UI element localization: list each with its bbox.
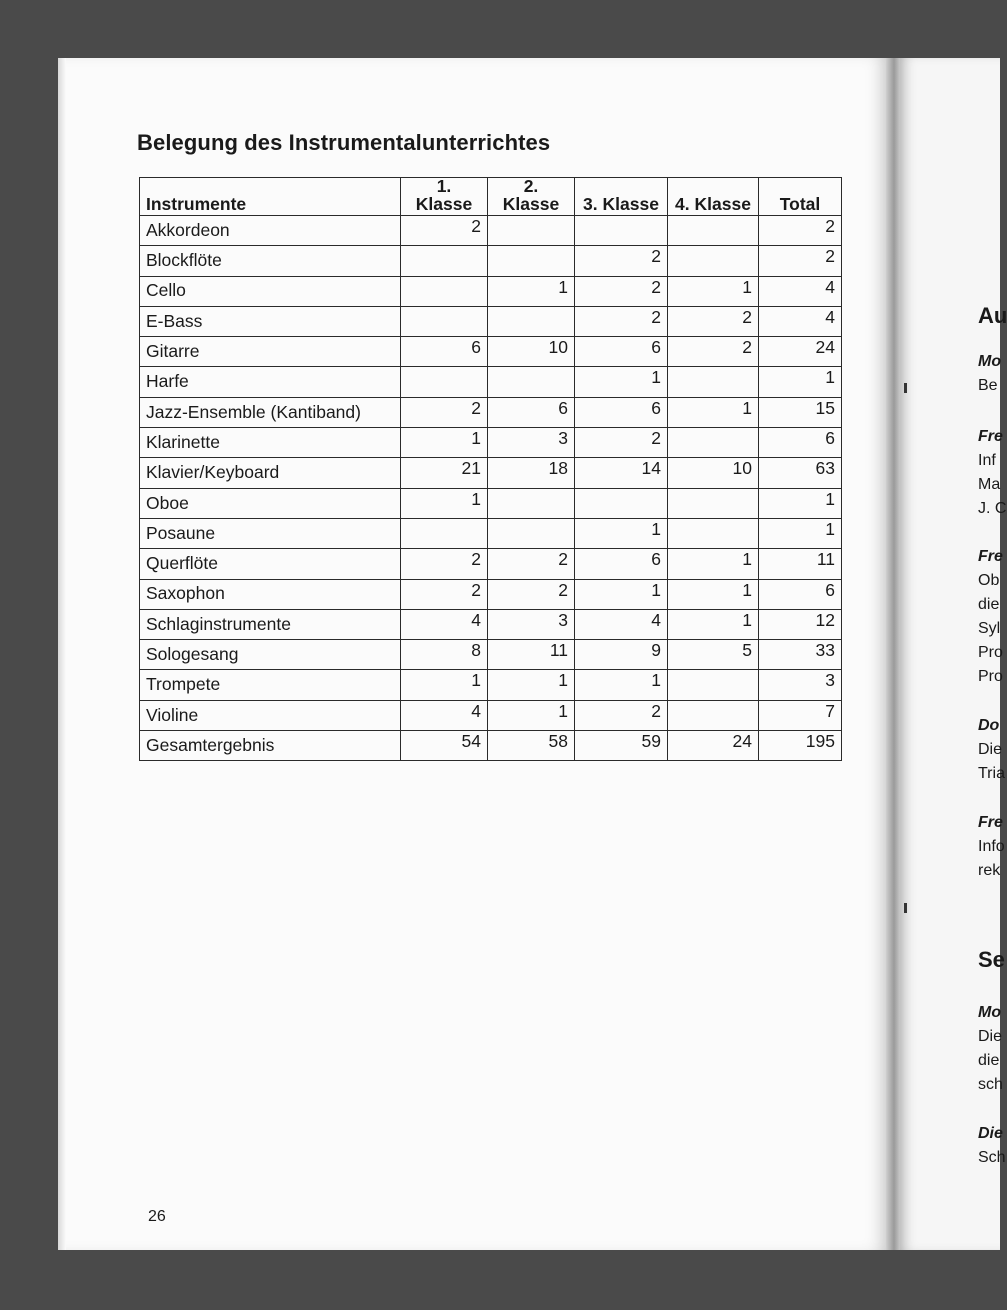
total-row [140,731,842,761]
instrument-name-cell: Trompete [140,670,401,700]
count-cell: 4 [401,700,488,730]
count-cell: 8 [401,640,488,670]
count-cell: 2 [401,216,488,246]
count-cell: 1 [575,670,668,700]
header-klasse-1: 1. Klasse [401,178,488,216]
table-row [140,367,842,397]
count-cell: 6 [401,337,488,367]
count-cell: 6 [575,397,668,427]
header-klasse-4: 4. Klasse [668,178,759,216]
count-cell [401,306,488,336]
right-page-fragment: Mo [978,353,1002,370]
header-klasse-2: 2. Klasse [488,178,575,216]
count-cell: 6 [488,397,575,427]
count-cell: 195 [759,731,842,761]
count-cell [668,700,759,730]
count-cell: 2 [488,579,575,609]
count-cell: 11 [488,640,575,670]
instrument-name-cell: Harfe [140,367,401,397]
page-number: 26 [148,1208,166,1225]
right-page-fragment: die [978,1052,1000,1069]
table-row [140,670,842,700]
count-cell: 1 [759,518,842,548]
count-cell: 4 [401,609,488,639]
right-page-fragment: Inf [978,452,996,469]
count-cell: 2 [401,397,488,427]
count-cell: 1 [668,579,759,609]
right-page-fragment: Do [978,717,1000,734]
count-cell [488,367,575,397]
right-page-fragment: die [978,596,1000,613]
count-cell: 2 [488,549,575,579]
instrument-name-cell: E-Bass [140,306,401,336]
table-row [140,216,842,246]
right-page-fragment: Ob [978,572,1000,589]
instrument-name-cell: Sologesang [140,640,401,670]
count-cell: 5 [668,640,759,670]
table-row [140,488,842,518]
table-body [140,216,842,761]
count-cell [488,488,575,518]
table-row [140,549,842,579]
count-cell: 1 [575,518,668,548]
right-page-fragment: Mo [978,1004,1002,1021]
instrument-name-cell: Saxophon [140,579,401,609]
count-cell [488,306,575,336]
count-cell: 2 [668,337,759,367]
right-page-fragment: Fre [978,428,1003,445]
count-cell: 11 [759,549,842,579]
instrument-name-cell: Querflöte [140,549,401,579]
count-cell: 2 [759,246,842,276]
count-cell: 2 [575,246,668,276]
count-cell [401,246,488,276]
count-cell: 24 [759,337,842,367]
header-instrumente: Instrumente [140,178,401,216]
binding-mark [904,383,907,393]
instrument-name-cell: Oboe [140,488,401,518]
count-cell [668,367,759,397]
count-cell: 3 [759,670,842,700]
count-cell: 1 [575,367,668,397]
count-cell: 2 [759,216,842,246]
count-cell: 7 [759,700,842,730]
count-cell: 10 [488,337,575,367]
instrument-name-cell: Schlaginstrumente [140,609,401,639]
count-cell [668,428,759,458]
count-cell: 2 [575,306,668,336]
count-cell: 4 [759,306,842,336]
count-cell [401,276,488,306]
count-cell: 54 [401,731,488,761]
count-cell [668,246,759,276]
count-cell [668,216,759,246]
count-cell: 9 [575,640,668,670]
right-page-fragment: Be [978,377,998,394]
instrument-name-cell: Cello [140,276,401,306]
table-row [140,518,842,548]
count-cell: 18 [488,458,575,488]
count-cell [401,367,488,397]
count-cell: 1 [759,488,842,518]
count-cell: 2 [575,276,668,306]
right-page-fragment: Se [978,947,1005,972]
count-cell: 4 [575,609,668,639]
count-cell [488,518,575,548]
count-cell: 58 [488,731,575,761]
count-cell: 1 [401,428,488,458]
count-cell [668,670,759,700]
count-cell: 2 [668,306,759,336]
instrument-name-cell: Akkordeon [140,216,401,246]
count-cell: 6 [575,337,668,367]
page-title: Belegung des Instrumentalunterrichtes [137,130,551,155]
right-page-fragment: Au [978,303,1007,328]
table-header-row [140,178,842,216]
count-cell: 1 [759,367,842,397]
header-klasse-3: 3. Klasse [575,178,668,216]
count-cell: 6 [575,549,668,579]
table-row [140,458,842,488]
table-row [140,397,842,427]
count-cell: 1 [488,670,575,700]
right-page-fragment: Ma [978,476,1001,493]
instrument-name-cell: Violine [140,700,401,730]
count-cell: 2 [401,549,488,579]
right-page-fragment: Syl [978,620,1001,637]
count-cell: 14 [575,458,668,488]
right-page-fragment: Die [978,741,1003,758]
right-page-fragment: J. C [978,500,1007,517]
table-row [140,306,842,336]
count-cell: 59 [575,731,668,761]
header-total: Total [759,178,842,216]
table-row [140,337,842,367]
count-cell [575,488,668,518]
count-cell [488,246,575,276]
count-cell: 1 [488,276,575,306]
count-cell [488,216,575,246]
count-cell [668,488,759,518]
count-cell: 2 [575,428,668,458]
table-row [140,428,842,458]
right-page-fragment: Pro [978,668,1003,685]
count-cell: 1 [668,549,759,579]
count-cell: 2 [575,700,668,730]
instrument-name-cell: Posaune [140,518,401,548]
count-cell: 6 [759,428,842,458]
table-row [140,700,842,730]
count-cell: 10 [668,458,759,488]
count-cell [668,518,759,548]
right-page-fragment: rek [978,862,1001,879]
count-cell: 1 [401,488,488,518]
instrument-name-cell: Gitarre [140,337,401,367]
instrument-name-cell: Blockflöte [140,246,401,276]
instrument-name-cell: Klarinette [140,428,401,458]
count-cell: 1 [575,579,668,609]
right-page-fragment: Fre [978,548,1003,565]
instrument-name-cell: Gesamtergebnis [140,731,401,761]
count-cell: 3 [488,609,575,639]
right-page-fragment: sch [978,1076,1003,1093]
count-cell: 15 [759,397,842,427]
right-page-fragment: Pro [978,644,1003,661]
instrument-name-cell: Jazz-Ensemble (Kantiband) [140,397,401,427]
count-cell: 12 [759,609,842,639]
count-cell: 3 [488,428,575,458]
table-row [140,276,842,306]
instrument-name-cell: Klavier/Keyboard [140,458,401,488]
right-page-fragment: Die [978,1028,1003,1045]
count-cell: 1 [401,670,488,700]
table-row [140,640,842,670]
count-cell: 21 [401,458,488,488]
count-cell: 1 [668,609,759,639]
count-cell: 63 [759,458,842,488]
right-page-fragment: Die [978,1125,1003,1142]
count-cell [401,518,488,548]
count-cell [575,216,668,246]
count-cell: 1 [668,397,759,427]
count-cell: 24 [668,731,759,761]
count-cell: 33 [759,640,842,670]
count-cell: 1 [488,700,575,730]
right-page-fragment: Fre [978,814,1003,831]
binding-mark [904,903,907,913]
right-page-fragment: Sch [978,1149,1006,1166]
right-page-fragment: Info [978,838,1005,855]
count-cell: 2 [401,579,488,609]
right-page-fragment: Tria [978,765,1005,782]
instrument-table [139,177,842,761]
count-cell: 1 [668,276,759,306]
table-row [140,246,842,276]
table-row [140,579,842,609]
table-row [140,609,842,639]
count-cell: 4 [759,276,842,306]
count-cell: 6 [759,579,842,609]
